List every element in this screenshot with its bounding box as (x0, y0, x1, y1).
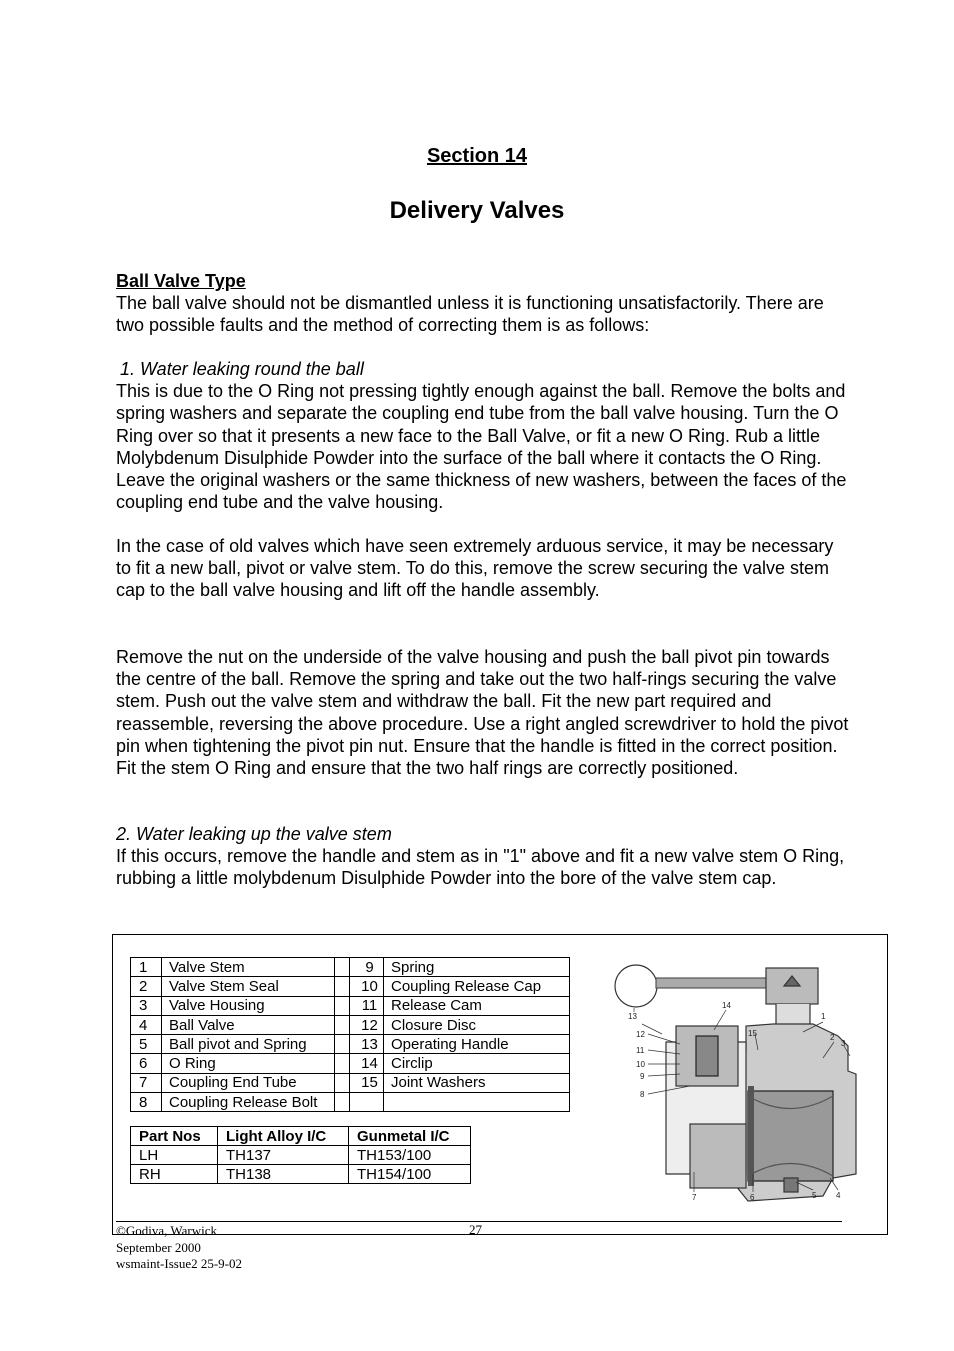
part-name-cell: Coupling Release Cap (384, 977, 570, 996)
diagram-label: 10 (636, 1060, 645, 1069)
spacer-cell (335, 1073, 350, 1092)
fault-1-paragraph-1: This is due to the O Ring not pressing tightly enough against the ball. Remove the bolts and spring washers and separate the coupling end tube from the ball valve housing. Turn the O Ring over so that it presents a new face to the Ball Valve, or fit a new O Ring. Rub a little Molybdenum Disulphide Powder into the surface of the ball where it contacts the O Ring. Leave the original washers or the same thickness of new washers, between the faces of the coupling end tube and the valve housing. (116, 381, 847, 513)
footer-doc-ref: wsmaint-Issue2 25-9-02 (116, 1256, 243, 1271)
part-name-cell: O Ring (162, 1054, 335, 1073)
table-cell: RH (131, 1165, 218, 1184)
part-number-cell: 5 (131, 1035, 162, 1054)
table-cell: TH137 (218, 1146, 349, 1165)
o-ring-seat (748, 1086, 754, 1186)
ball (748, 1091, 833, 1181)
fault-2-heading: 2. Water leaking up the valve stem (116, 824, 392, 844)
fault-1-heading: 1. Water leaking round the ball (120, 359, 364, 379)
diagram-label: 13 (628, 1012, 637, 1021)
column-header: Gunmetal I/C (349, 1127, 471, 1146)
diagram-label: 14 (722, 1001, 731, 1010)
table-row (131, 1073, 570, 1092)
diagram-label: 6 (750, 1193, 755, 1202)
part-name-cell: Ball pivot and Spring (162, 1035, 335, 1054)
part-number-cell: 11 (350, 996, 384, 1015)
handle-bar (656, 978, 776, 988)
part-name-cell: Joint Washers (384, 1073, 570, 1092)
fault-2-section (116, 823, 851, 890)
fault-1-paragraph-2: In the case of old valves which have seen extremely arduous service, it may be necessary to fit a new ball, pivot or valve stem. To do this, remove the screw securing the valve stem cap to the ball valve housing and lift off the handle assembly. (116, 536, 834, 601)
column-header: Light Alloy I/C (218, 1127, 349, 1146)
part-name-cell: Spring (384, 958, 570, 977)
table-row (131, 996, 570, 1015)
part-name-cell: Valve Housing (162, 996, 335, 1015)
part-name-cell: Circlip (384, 1054, 570, 1073)
table-row (131, 1093, 570, 1112)
part-number-cell: 6 (131, 1054, 162, 1073)
section-title: Section 14 (426, 145, 528, 167)
part-number-cell: 4 (131, 1015, 162, 1034)
diagram-label: 5 (812, 1191, 817, 1200)
table-row (131, 977, 570, 996)
table-row (131, 1165, 471, 1184)
footer-date: September 2000 (116, 1240, 201, 1255)
column-header: Part Nos (131, 1127, 218, 1146)
spacer-cell (335, 1035, 350, 1054)
table-row (131, 1146, 471, 1165)
ball-valve-diagram (598, 946, 878, 1214)
part-name-cell: Valve Stem Seal (162, 977, 335, 996)
diagram-label: 2 (830, 1033, 835, 1042)
intro-paragraph: The ball valve should not be dismantled unless it is functioning unsatisfactorily. There are two possible faults and the method of correcting them is as follows: (116, 293, 824, 336)
spacer-cell (335, 1015, 350, 1034)
part-number-cell: 7 (131, 1073, 162, 1092)
diagram-label: 3 (841, 1039, 846, 1048)
table-row (131, 958, 570, 977)
fault-1-paragraph-3-block (116, 646, 851, 779)
diagram-label: 9 (640, 1072, 645, 1081)
diagram-label: 11 (636, 1046, 645, 1055)
coupling-lower (690, 1124, 746, 1188)
table-row (131, 1015, 570, 1034)
spacer-cell (335, 1054, 350, 1073)
diagram-label: 15 (748, 1029, 757, 1038)
page-title: Delivery Valves (389, 197, 565, 224)
spacer-cell (335, 1093, 350, 1112)
table-row (131, 1035, 570, 1054)
part-name-cell: Closure Disc (384, 1015, 570, 1034)
spacer-cell (335, 977, 350, 996)
part-number-cell: 15 (350, 1073, 384, 1092)
part-name-cell: Operating Handle (384, 1035, 570, 1054)
fault-1-paragraph-2-block (116, 535, 851, 602)
part-name-cell: Valve Stem (162, 958, 335, 977)
footer-copyright: ©Godiva, Warwick (116, 1223, 218, 1238)
table-cell: LH (131, 1146, 218, 1165)
part-name-cell: Coupling End Tube (162, 1073, 335, 1092)
spacer-cell (335, 958, 350, 977)
part-numbers-header-row (131, 1127, 471, 1146)
part-number-cell (350, 1093, 384, 1112)
release-cam (696, 1036, 718, 1076)
part-number-cell: 14 (350, 1054, 384, 1073)
part-number-cell: 3 (131, 996, 162, 1015)
ball-valve-heading: Ball Valve Type (116, 271, 246, 291)
table-cell: TH154/100 (349, 1165, 471, 1184)
handle-knob (615, 965, 657, 1007)
part-number-cell: 1 (131, 958, 162, 977)
part-number-cell: 10 (350, 977, 384, 996)
part-number-cell: 13 (350, 1035, 384, 1054)
fault-1-section (116, 358, 851, 513)
part-name-cell: Coupling Release Bolt (162, 1093, 335, 1112)
diagram-label: 7 (692, 1193, 697, 1202)
diagram-label: 12 (636, 1030, 645, 1039)
diagram-label: 1 (821, 1012, 826, 1021)
parts-list-table (130, 957, 570, 1112)
part-number-cell: 12 (350, 1015, 384, 1034)
pivot-nut (784, 1178, 798, 1192)
table-cell: TH138 (218, 1165, 349, 1184)
part-name-cell: Release Cam (384, 996, 570, 1015)
spacer-cell (335, 996, 350, 1015)
part-name-cell (384, 1093, 570, 1112)
part-number-cell: 9 (350, 958, 384, 977)
footer-page-number: 27 (469, 1222, 482, 1237)
fault-1-paragraph-3: Remove the nut on the underside of the valve housing and push the ball pivot pin towards the centre of the ball. Remove the spring and take out the two half-rings securing the valve stem. Push out the valve stem and withdraw the ball. Fit the new part required and reassemble, reversing the above procedure. Use a right angled screwdriver to hold the pivot pin when tightening the pivot pin nut. Ensure that the handle is fitted in the correct position. Fit the stem O Ring and ensure that the two half rings are correctly positioned. (116, 647, 849, 779)
part-number-cell: 8 (131, 1093, 162, 1112)
table-row (131, 1054, 570, 1073)
part-numbers-table (130, 1126, 471, 1184)
diagram-label: 4 (836, 1191, 841, 1200)
ball-valve-section (116, 270, 851, 337)
part-name-cell: Ball Valve (162, 1015, 335, 1034)
diagram-label: 8 (640, 1090, 645, 1099)
table-cell: TH153/100 (349, 1146, 471, 1165)
fault-2-paragraph: If this occurs, remove the handle and stem as in "1" above and fit a new valve stem O Ring, rubbing a little molybdenum Disulphide Powder into the bore of the valve stem cap. (116, 846, 845, 889)
part-number-cell: 2 (131, 977, 162, 996)
